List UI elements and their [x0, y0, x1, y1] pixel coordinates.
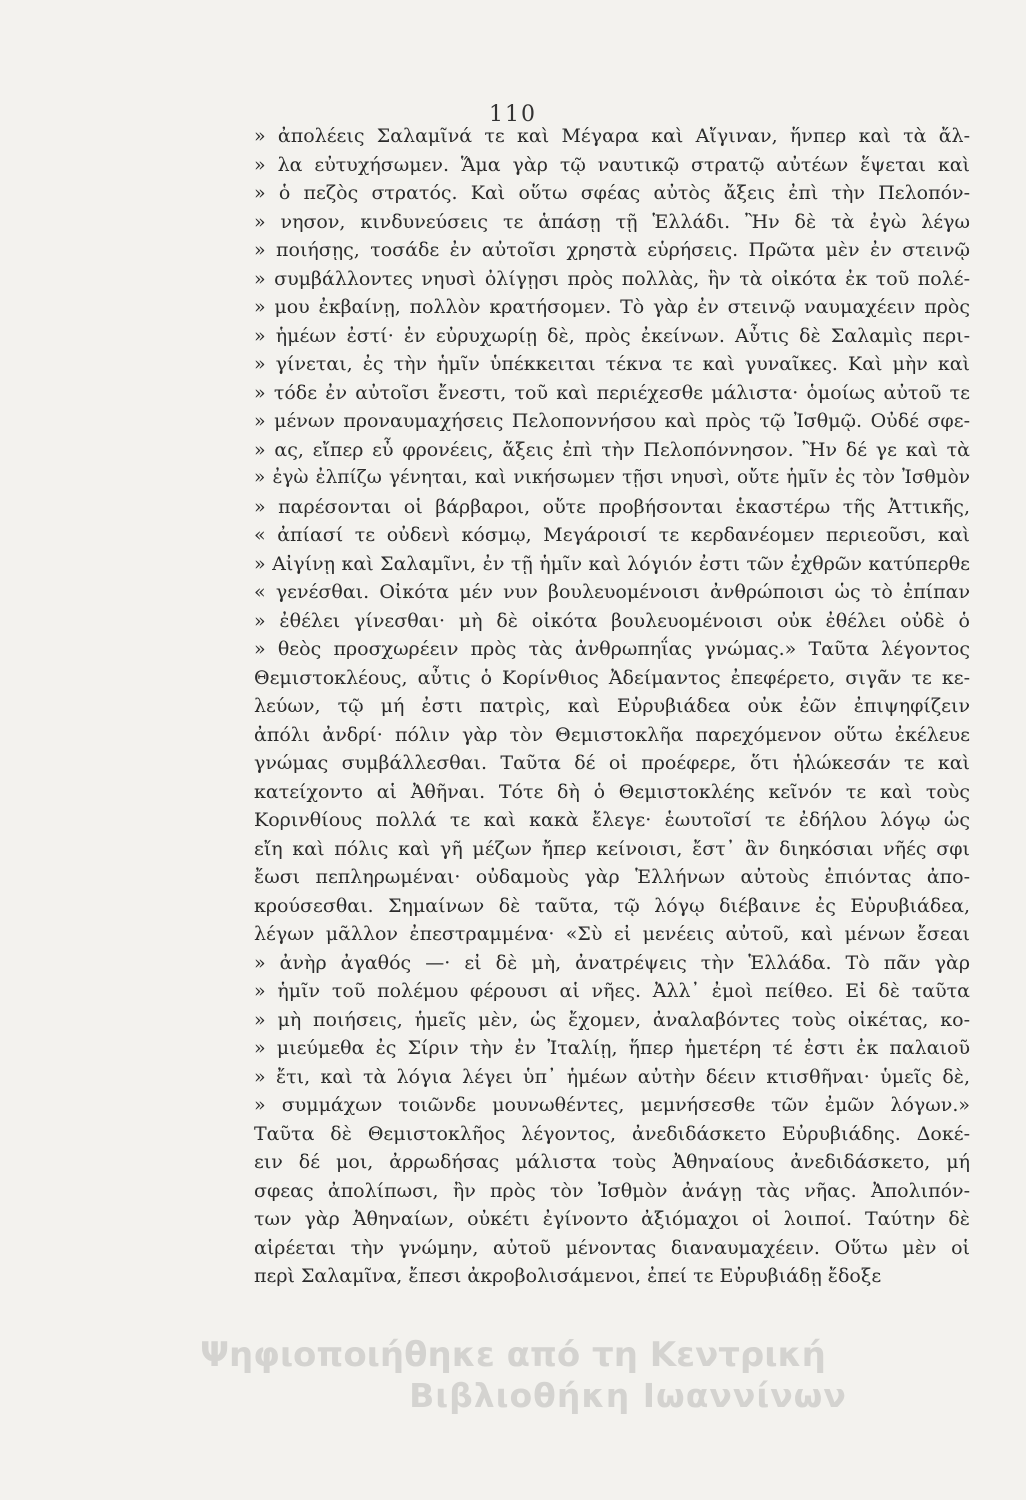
text-line: περὶ Σαλαμῖνα, ἔπεσι ἀκροβολισάμενοι, ἐπεί τε Εὐρυβιάδῃ ἔδοξε: [254, 1265, 882, 1287]
body-text: [254, 122, 970, 1291]
text-line: ἔωσι πεπληρωμέναι· οὐδαμοὺς γὰρ Ἑλλήνων αὐτοὺς ἐπιόντας ἀπο-: [254, 866, 970, 888]
text-line: » γίνεται, ἐς τὴν ἡμῖν ὑπέκκειται τέκνα τε καὶ γυναῖκες. Καὶ μὴν καὶ: [254, 353, 970, 375]
text-line: » παρέσονται οἱ βάρβαροι, οὔτε προβήσονται ἑκαστέρω τῆς Ἀττικῆς,: [254, 495, 970, 518]
watermark-line-1: Ψηφιοποιήθηκε από τη Κεντρική: [200, 1335, 826, 1375]
text-line: κατείχοντο αἱ Ἀθῆναι. Τότε δὴ ὁ Θεμιστοκλέης κεῖνόν τε καὶ τοὺς: [254, 780, 970, 803]
text-line: » ποιήσῃς, τοσάδε ἐν αὐτοῖσι χρηστὰ εὑρήσεις. Πρῶτα μὲν ἐν στεινῷ: [254, 239, 970, 261]
text-line: σφεας ἀπολίπωσι, ἢν πρὸς τὸν Ἰσθμὸν ἀνάγῃ τὰς νῆας. Ἀπολιπόν-: [254, 1179, 970, 1202]
text-line: Κορινθίους πολλά τε καὶ κακὰ ἔλεγε· ἑωυτοῖσί τε ἐδήλου λόγῳ ὡς: [254, 809, 970, 831]
text-line: « γενέσθαι. Οἰκότα μέν νυν βουλευομένοισι ἀνθρώποισι ὡς τὸ ἐπίπαν: [254, 581, 970, 603]
text-line: γνώμας συμβάλλεσθαι. Ταῦτα δέ οἱ προέφερε, ὅτι ἡλώκεσάν τε καὶ: [254, 752, 970, 774]
text-line: » μου ἐκβαίνῃ, πολλὸν κρατήσομεν. Τὸ γὰρ ἐν στεινῷ ναυμαχέειν πρὸς: [254, 296, 970, 318]
text-line: » λα εὐτυχήσωμεν. Ἅμα γὰρ τῷ ναυτικῷ στρατῷ αὐτέων ἕψεται καὶ: [254, 153, 970, 176]
text-line: » ἡμῖν τοῦ πολέμου φέρουσι αἱ νῆες. Ἀλλ᾽ ἐμοὶ πείθεο. Εἰ δὲ ταῦτα: [254, 980, 970, 1002]
text-line: λέγων μᾶλλον ἐπεστραμμένα· «Σὺ εἰ μενέεις αὐτοῦ, καὶ μένων ἔσεαι: [254, 923, 970, 945]
text-line: ειν δέ μοι, ἀρρωδήσας μάλιστα τοὺς Ἀθηναίους ἀνεδιδάσκετο, μή: [254, 1151, 970, 1173]
text-line: των γὰρ Ἀθηναίων, οὐκέτι ἐγίνοντο ἀξιόμαχοι οἱ λοιποί. Ταύτην δὲ: [254, 1208, 970, 1230]
text-line: » θεὸς προσχωρέειν πρὸς τὰς ἀνθρωπηΐας γνώμας.» Ταῦτα λέγοντος: [254, 638, 970, 660]
text-line: » νησον, κινδυνεύσεις τε ἁπάσῃ τῇ Ἑλλάδι. Ἢν δὲ τὰ ἐγὼ λέγω: [254, 210, 970, 233]
text-line: » ἡμέων ἐστί· ἐν εὐρυχωρίῃ δὲ, πρὸς ἐκείνων. Αὖτις δὲ Σαλαμὶς περι-: [254, 324, 970, 347]
text-line: » ἐθέλει γίνεσθαι· μὴ δὲ οἰκότα βουλευομένοισι οὐκ ἐθέλει οὐδὲ ὁ: [254, 609, 970, 632]
text-line: » μιεύμεθα ἐς Σίριν τὴν ἐν Ἰταλίῃ, ἥπερ ἡμετέρη τέ ἐστι ἐκ παλαιοῦ: [254, 1037, 970, 1059]
text-line: » Αἰγίνῃ καὶ Σαλαμῖνι, ἐν τῇ ἡμῖν καὶ λόγιόν ἐστι τῶν ἐχθρῶν κατύπερθε: [254, 552, 970, 575]
text-line: Θεμιστοκλέους, αὖτις ὁ Κορίνθιος Ἀδείμαντος ἐπεφέρετο, σιγᾶν τε κε-: [254, 666, 970, 689]
text-line: » ἐγὼ ἐλπίζω γένηται, καὶ νικήσωμεν τῇσι νηυσὶ, οὔτε ἡμῖν ἐς τὸν Ἰσθμὸν: [254, 467, 970, 488]
text-line: » συμμάχων τοιῶνδε μουνωθέντες, μεμνήσεσθε τῶν ἐμῶν λόγων.»: [254, 1094, 970, 1116]
text-line: » ὁ πεζὸς στρατός. Καὶ οὕτω σφέας αὐτὸς ἄξεις ἐπὶ τὴν Πελοπόν-: [254, 182, 970, 204]
text-line: αἱρέεται τὴν γνώμην, αὐτοῦ μένοντας διαναυμαχέειν. Οὕτω μὲν οἱ: [254, 1236, 970, 1259]
text-line: κρούσεσθαι. Σημαίνων δὲ ταῦτα, τῷ λόγῳ διέβαινε ἐς Εὐρυβιάδεα,: [254, 894, 970, 917]
text-line: ἀπόλι ἀνδρί· πόλιν γὰρ τὸν Θεμιστοκλῆα παρεχόμενον οὕτω ἐκέλευε: [254, 723, 970, 746]
text-line: εἴη καὶ πόλις καὶ γῆ μέζων ἤπερ κείνοισι, ἔστ᾽ ἂν διηκόσιαι νῆές σφι: [254, 837, 970, 860]
text-line: » μὴ ποιήσεις, ἡμεῖς μὲν, ὡς ἔχομεν, ἀναλαβόντες τοὺς οἰκέτας, κο-: [254, 1008, 970, 1031]
text-line: » ἀπολέεις Σαλαμῖνά τε καὶ Μέγαρα καὶ Αἴγιναν, ἥνπερ καὶ τὰ ἄλ-: [254, 125, 970, 147]
text-line: » μένων προναυμαχήσεις Πελοποννήσου καὶ πρὸς τῷ Ἰσθμῷ. Οὐδέ σφε-: [254, 410, 970, 432]
text-line: » τόδε ἐν αὐτοῖσι ἔνεστι, τοῦ καὶ περιέχεσθε μάλιστα· ὁμοίως αὐτοῦ τε: [254, 381, 970, 404]
text-line: λεύων, τῷ μή ἐστι πατρὶς, καὶ Εὐρυβιάδεα οὐκ ἐῶν ἐπιψηφίζειν: [254, 695, 970, 717]
text-line: » ας, εἴπερ εὖ φρονέεις, ἄξεις ἐπὶ τὴν Πελοπόννησον. Ἢν δέ γε καὶ τὰ: [254, 438, 970, 461]
text-line: Ταῦτα δὲ Θεμιστοκλῆος λέγοντος, ἀνεδιδάσκετο Εὐρυβιάδης. Δοκέ-: [254, 1122, 970, 1145]
watermark-line-2: Βιβλιοθήκη Ιωαννίνων: [409, 1376, 847, 1415]
text-line: « ἀπίασί τε οὐδενὶ κόσμῳ, Μεγάροισί τε κερδανέομεν περιεοῦσι, καὶ: [254, 524, 970, 546]
page-number: 110: [489, 102, 537, 127]
text-line: » συμβάλλοντες νηυσὶ ὀλίγῃσι πρὸς πολλὰς, ἢν τὰ οἰκότα ἐκ τοῦ πολέ-: [254, 267, 970, 290]
text-line: » ἔτι, καὶ τὰ λόγια λέγει ὑπ᾽ ἡμέων αὐτὴν δέειν κτισθῆναι· ὑμεῖς δὲ,: [254, 1065, 970, 1088]
text-line: » ἀνὴρ ἀγαθός —· εἰ δὲ μὴ, ἀνατρέψεις τὴν Ἑλλάδα. Τὸ πᾶν γὰρ: [254, 951, 970, 974]
